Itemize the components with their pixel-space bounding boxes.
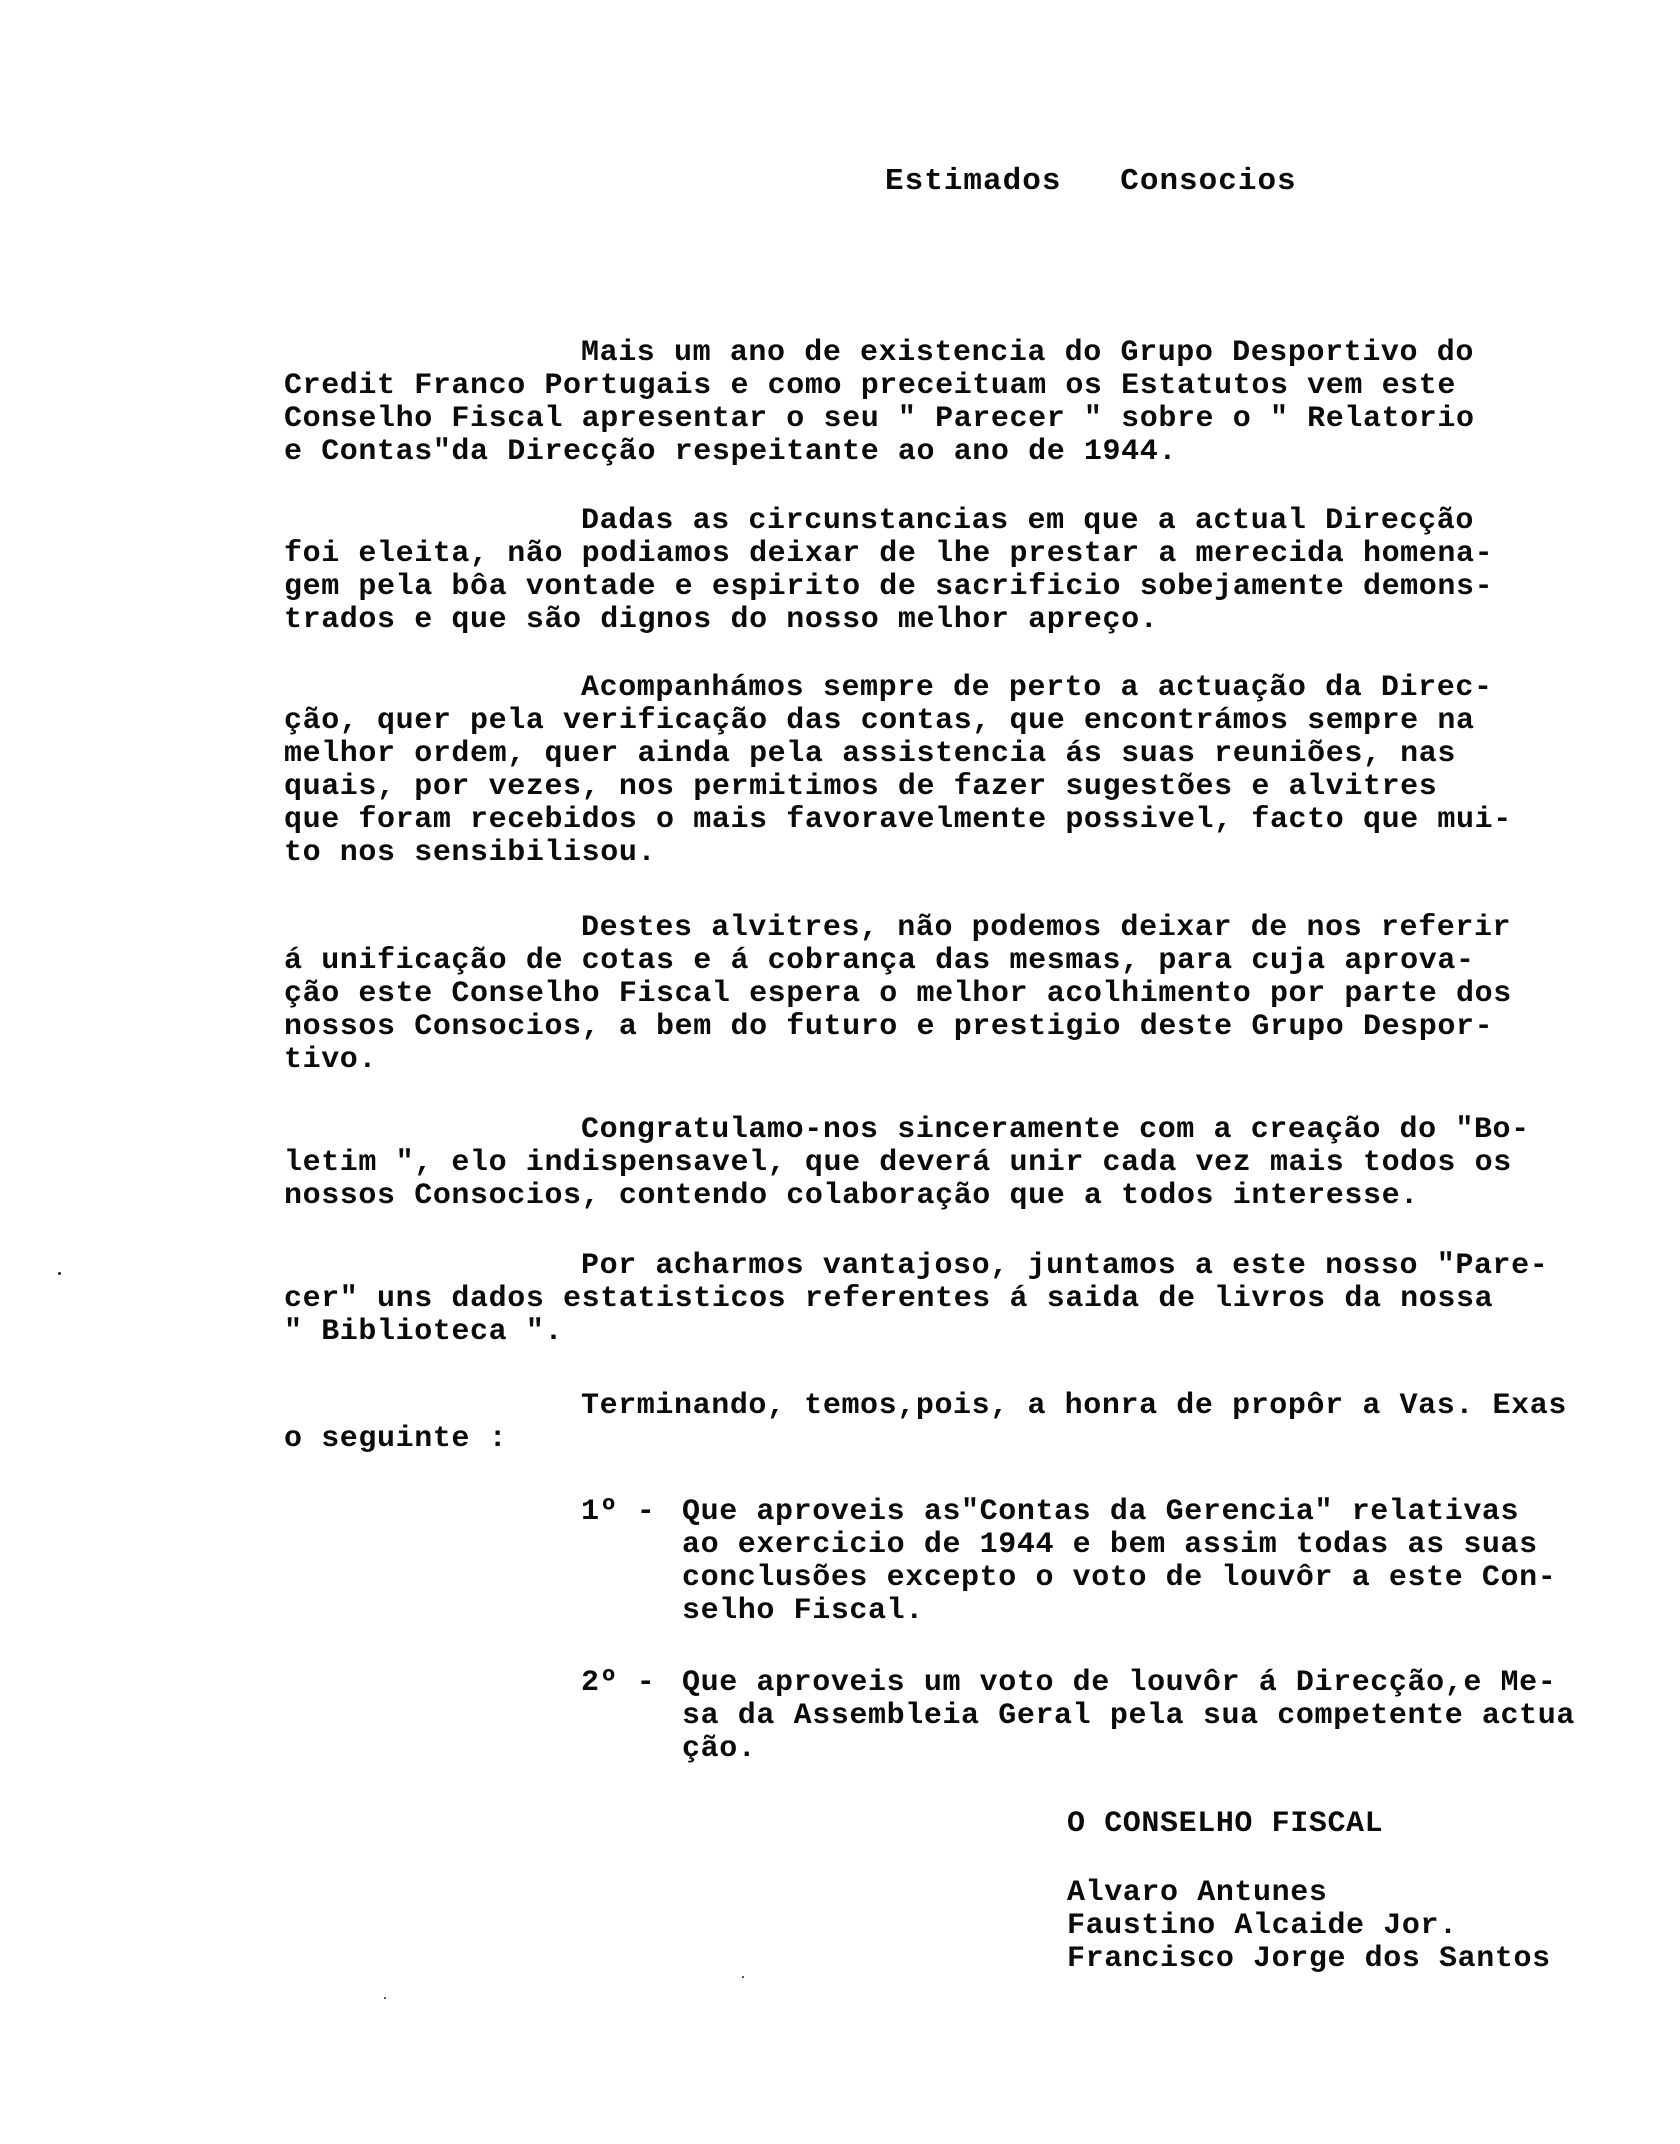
paragraph-6-line-1: Por acharmos vantajoso, juntamos a este nosso "Pare- bbox=[581, 1249, 1549, 1283]
paragraph-4-line-2: á unificação de cotas e á cobrança das mesmas, para cuja aprova- bbox=[284, 944, 1475, 978]
paragraph-2-line-1: Dadas as circunstancias em que a actual Direcção bbox=[581, 504, 1474, 538]
salutation: Estimados Consocios bbox=[885, 164, 1297, 199]
paragraph-1-line-3: Conselho Fiscal apresentar o seu " Parecer " sobre o " Relatorio bbox=[284, 402, 1475, 436]
paragraph-3-line-5: que foram recebidos o mais favoravelmente possivel, facto que mui- bbox=[284, 803, 1512, 837]
paragraph-1-line-4: e Contas"da Direcção respeitante ao ano de 1944. bbox=[284, 435, 1177, 469]
signature-title: O CONSELHO FISCAL bbox=[1067, 1807, 1384, 1841]
signature-name-2: Faustino Alcaide Jor. bbox=[1067, 1909, 1458, 1943]
paragraph-2-line-3: gem pela bôa vontade e espirito de sacrificio sobejamente demons- bbox=[284, 570, 1494, 604]
scan-speck bbox=[58, 1272, 61, 1275]
paragraph-2-line-2: foi eleita, não podiamos deixar de lhe prestar a merecida homena- bbox=[284, 537, 1494, 571]
paragraph-4-line-1: Destes alvitres, não podemos deixar de nos referir bbox=[581, 911, 1512, 945]
item-2-line-1: Que aproveis um voto de louvôr á Direcção,e Me- bbox=[682, 1666, 1557, 1700]
paragraph-5-line-3: nossos Consocios, contendo colaboração que a todos interesse. bbox=[284, 1179, 1419, 1213]
item-1-line-2: ao exercicio de 1944 e bem assim todas as suas bbox=[682, 1528, 1538, 1562]
item-1-number: 1º - bbox=[581, 1495, 656, 1529]
paragraph-4-line-4: nossos Consocios, a bem do futuro e prestigio deste Grupo Despor- bbox=[284, 1010, 1494, 1044]
paragraph-7-line-1: Terminando, temos,pois, a honra de propôr a Vas. Exas bbox=[581, 1389, 1567, 1423]
item-1-line-1: Que aproveis as"Contas da Gerencia" relativas bbox=[682, 1495, 1520, 1529]
paragraph-6-line-3: " Biblioteca ". bbox=[284, 1315, 564, 1349]
item-2-line-3: ção. bbox=[682, 1732, 757, 1766]
paragraph-6-line-2: cer" uns dados estatisticos referentes á saida de livros da nossa bbox=[284, 1282, 1494, 1316]
paragraph-3-line-2: ção, quer pela verificação das contas, que encontrámos sempre na bbox=[284, 704, 1475, 738]
paragraph-5-line-2: letim ", elo indispensavel, que deverá unir cada vez mais todos os bbox=[284, 1146, 1512, 1180]
signature-name-1: Alvaro Antunes bbox=[1067, 1876, 1328, 1910]
item-2-line-2: sa da Assembleia Geral pela sua competente actua bbox=[682, 1699, 1575, 1733]
scan-speck bbox=[742, 1976, 744, 1978]
paragraph-4-line-5: tivo. bbox=[284, 1043, 378, 1077]
paragraph-7-line-2: o seguinte : bbox=[284, 1422, 508, 1456]
item-1-line-4: selho Fiscal. bbox=[682, 1594, 924, 1628]
paragraph-3-line-4: quais, por vezes, nos permitimos de fazer sugestões e alvitres bbox=[284, 770, 1438, 804]
paragraph-1-line-2: Credit Franco Portugais e como preceituam os Estatutos vem este bbox=[284, 369, 1456, 403]
paragraph-3-line-1: Acompanhámos sempre de perto a actuação da Direc- bbox=[581, 671, 1493, 705]
signature-name-3: Francisco Jorge dos Santos bbox=[1067, 1942, 1551, 1976]
item-1-line-3: conclusões excepto o voto de louvôr a este Con- bbox=[682, 1561, 1557, 1595]
paragraph-4-line-3: ção este Conselho Fiscal espera o melhor acolhimento por parte dos bbox=[284, 977, 1512, 1011]
paragraph-3-line-6: to nos sensibilisou. bbox=[284, 836, 657, 870]
paragraph-3-line-3: melhor ordem, quer ainda pela assistencia ás suas reuniões, nas bbox=[284, 737, 1456, 771]
paragraph-5-line-1: Congratulamo-nos sinceramente com a creação do "Bo- bbox=[581, 1113, 1530, 1147]
scan-speck bbox=[384, 1997, 386, 1999]
item-2-number: 2º - bbox=[581, 1666, 656, 1700]
paragraph-1-line-1: Mais um ano de existencia do Grupo Desportivo do bbox=[581, 336, 1474, 370]
paragraph-2-line-4: trados e que são dignos do nosso melhor apreço. bbox=[284, 603, 1159, 637]
